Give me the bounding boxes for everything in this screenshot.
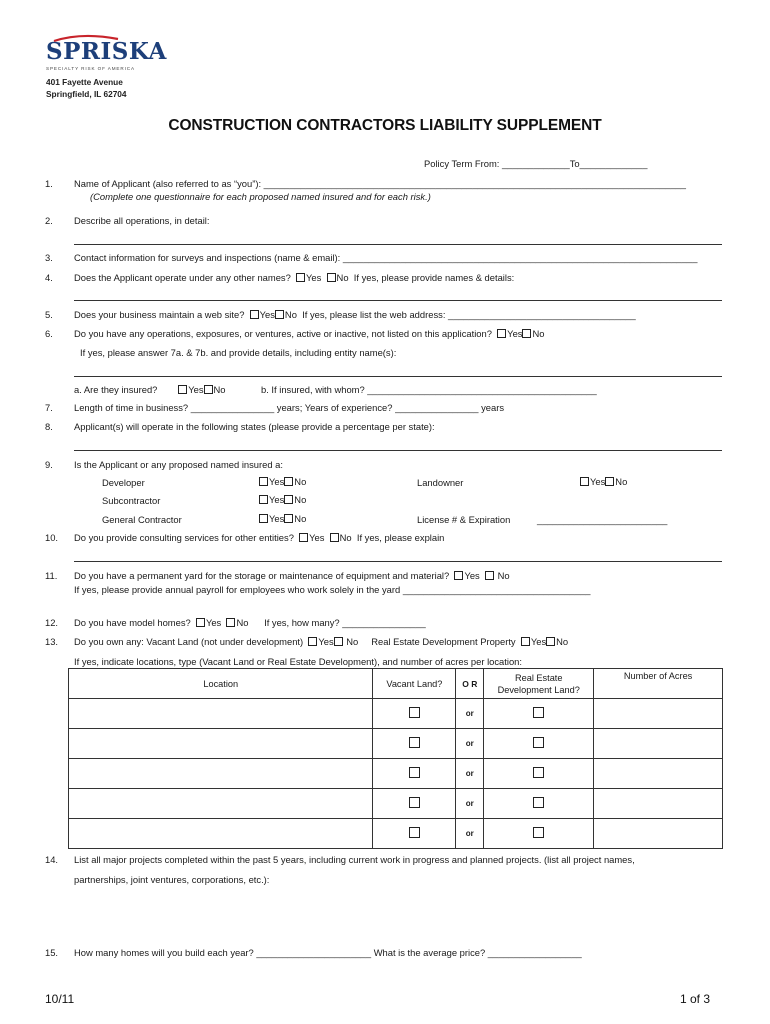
q5-no-checkbox[interactable] <box>275 310 284 319</box>
developer-options <box>259 476 306 488</box>
web-address-field[interactable]: If yes, please list the web address: ____________________________________ <box>302 309 636 320</box>
landowner-no-checkbox[interactable] <box>605 477 614 486</box>
table-row <box>69 789 723 819</box>
red-land-checkbox[interactable] <box>533 827 544 838</box>
yes-label: Yes <box>205 617 222 628</box>
q5-row <box>74 309 636 321</box>
yes-label: Yes <box>269 494 285 505</box>
subcontractor-label: Subcontractor <box>102 495 161 506</box>
policy-term-field[interactable]: Policy Term From: _____________To_____________ <box>424 158 648 169</box>
license-field[interactable]: _________________________ <box>537 514 668 525</box>
yes-label: Yes <box>269 476 285 487</box>
license-label: License # & Expiration <box>417 514 511 525</box>
red-land-checkbox[interactable] <box>533 707 544 718</box>
q13-label: Do you own any: Vacant Land (not under development) <box>74 636 304 647</box>
vacant-land-cell <box>373 819 456 849</box>
vacant-land-yes-checkbox[interactable] <box>308 637 317 646</box>
address-line-1: 401 Fayette Avenue <box>46 77 123 87</box>
q11-no-checkbox[interactable] <box>485 571 494 580</box>
question-number: 4. <box>45 272 53 283</box>
subcontractor-yes-checkbox[interactable] <box>259 495 268 504</box>
acres-cell[interactable] <box>594 819 723 849</box>
red-land-checkbox[interactable] <box>533 737 544 748</box>
question-number: 8. <box>45 421 53 432</box>
q1-note: (Complete one questionnaire for each proposed named insured and for each risk.) <box>90 191 431 202</box>
general-contractor-label: General Contractor <box>102 514 182 525</box>
q11-row <box>74 570 510 582</box>
company-logo: SPRISKA <box>46 38 167 65</box>
q13-row <box>74 636 568 648</box>
red-land-checkbox[interactable] <box>533 767 544 778</box>
footer-page-number: 1 of 3 <box>680 992 711 1006</box>
general-contractor-options <box>259 513 306 525</box>
no-label: No <box>339 532 352 543</box>
acres-cell[interactable] <box>594 729 723 759</box>
yard-payroll-field[interactable]: If yes, please provide annual payroll for employees who work solely in the yard ____________________________________ <box>74 584 591 595</box>
landowner-label: Landowner <box>417 477 464 488</box>
general-contractor-yes-checkbox[interactable] <box>259 514 268 523</box>
address-line-2: Springfield, IL 62704 <box>46 89 127 99</box>
question-number: 10. <box>45 532 59 543</box>
q4-no-checkbox[interactable] <box>327 273 336 282</box>
vacant-land-checkbox[interactable] <box>409 707 420 718</box>
q6-row <box>74 328 544 340</box>
q5-label: Does your business maintain a web site? <box>74 309 245 320</box>
landowner-yes-checkbox[interactable] <box>580 477 589 486</box>
question-number: 1. <box>45 178 53 189</box>
vacant-land-checkbox[interactable] <box>409 737 420 748</box>
q10-no-checkbox[interactable] <box>330 533 339 542</box>
q14-line-1: List all major projects completed within the past 5 years, including current work in progress and planned projects. (list all project names, <box>74 854 635 865</box>
question-number: 9. <box>45 459 53 470</box>
question-number: 3. <box>45 252 53 263</box>
q12-yes-checkbox[interactable] <box>196 618 205 627</box>
yes-label: Yes <box>188 384 204 395</box>
applicant-name-field[interactable]: Name of Applicant (also referred to as “you”): _________________________________________________________________________________ <box>74 178 686 189</box>
question-number: 6. <box>45 328 53 339</box>
acres-cell[interactable] <box>594 789 723 819</box>
logo-tagline: SPECIALTY RISK OF AMERICA <box>46 66 135 71</box>
q4-yes-checkbox[interactable] <box>296 273 305 282</box>
no-label: No <box>236 617 249 628</box>
no-label: No <box>497 570 510 581</box>
acres-cell[interactable] <box>594 699 723 729</box>
no-label: No <box>346 636 359 647</box>
model-homes-count-field[interactable]: If yes, how many? ________________ <box>264 617 426 628</box>
column-header-vacant-land: Vacant Land? <box>373 669 456 699</box>
q2-label: Describe all operations, in detail: <box>74 215 210 226</box>
developer-yes-checkbox[interactable] <box>259 477 268 486</box>
or-cell: or <box>456 759 484 789</box>
no-label: No <box>294 513 307 524</box>
yes-label: Yes <box>464 570 480 581</box>
q11-yes-checkbox[interactable] <box>454 571 463 580</box>
insured-with-whom-field[interactable]: b. If insured, with whom? ____________________________________________ <box>261 384 597 395</box>
location-cell[interactable] <box>69 819 373 849</box>
vacant-land-no-checkbox[interactable] <box>334 637 343 646</box>
location-cell[interactable] <box>69 699 373 729</box>
contact-info-field[interactable]: Contact information for surveys and inspections (name & email): ____________________________________________________________________ <box>74 252 698 263</box>
homes-per-year-field[interactable]: How many homes will you build each year? ______________________ What is the average price? __________________ <box>74 947 582 958</box>
q6-yes-checkbox[interactable] <box>497 329 506 338</box>
table-row <box>69 819 723 849</box>
no-label: No <box>556 636 569 647</box>
q6-no-checkbox[interactable] <box>522 329 531 338</box>
vacant-land-checkbox[interactable] <box>409 827 420 838</box>
q5-yes-checkbox[interactable] <box>250 310 259 319</box>
no-label: No <box>213 384 226 395</box>
q4-row <box>74 272 514 284</box>
vacant-land-cell <box>373 759 456 789</box>
subcontractor-no-checkbox[interactable] <box>284 495 293 504</box>
yes-label: Yes <box>318 636 334 647</box>
question-number: 15. <box>45 947 59 958</box>
yes-label: Yes <box>306 272 322 283</box>
q6a-row <box>74 384 226 396</box>
no-label: No <box>532 328 545 339</box>
q4-label: Does the Applicant operate under any other names? <box>74 272 291 283</box>
acres-cell[interactable] <box>594 759 723 789</box>
q10-yes-checkbox[interactable] <box>299 533 308 542</box>
question-number: 5. <box>45 309 53 320</box>
or-cell: or <box>456 789 484 819</box>
column-header-acres: Number of Acres <box>594 669 723 699</box>
vacant-land-cell <box>373 729 456 759</box>
q10-row <box>74 532 444 544</box>
question-number: 14. <box>45 854 59 865</box>
yes-label: Yes <box>259 309 275 320</box>
q6a-label: a. Are they insured? <box>74 384 158 395</box>
question-number: 13. <box>45 636 59 647</box>
table-row <box>69 759 723 789</box>
q10-followup: If yes, please explain <box>356 532 445 543</box>
vacant-land-checkbox[interactable] <box>409 767 420 778</box>
q4-followup: If yes, please provide names & details: <box>353 272 515 283</box>
yes-label: Yes <box>309 532 325 543</box>
red-property-yes-checkbox[interactable] <box>521 637 530 646</box>
no-label: No <box>294 494 307 505</box>
or-cell: or <box>456 819 484 849</box>
footer-revision: 10/11 <box>45 992 75 1006</box>
vacant-land-cell <box>373 699 456 729</box>
subcontractor-options <box>259 494 306 506</box>
page-title: CONSTRUCTION CONTRACTORS LIABILITY SUPPLEMENT <box>168 117 602 134</box>
q6-label: Do you have any operations, exposures, or ventures, active or inactive, not listed on this application? <box>74 328 492 339</box>
no-label: No <box>294 476 307 487</box>
question-number: 11. <box>45 570 58 581</box>
question-number: 2. <box>45 215 53 226</box>
locations-table <box>68 668 723 849</box>
consulting-explain-line[interactable] <box>74 561 722 562</box>
red-land-cell <box>484 699 594 729</box>
q11-label: Do you have a permanent yard for the storage or maintenance of equipment and material? <box>74 570 450 581</box>
red-land-cell <box>484 819 594 849</box>
q6-followup: If yes, please answer 7a. & 7b. and provide details, including entity name(s): <box>80 347 397 358</box>
q10-label: Do you provide consulting services for other entities? <box>74 532 294 543</box>
q8-label: Applicant(s) will operate in the following states (please provide a percentage per state): <box>74 421 435 432</box>
table-row <box>69 699 723 729</box>
red-property-label: Real Estate Development Property <box>371 636 516 647</box>
general-contractor-no-checkbox[interactable] <box>284 514 293 523</box>
q14-line-2: partnerships, joint ventures, corporations, etc.): <box>74 874 270 885</box>
vacant-land-cell <box>373 789 456 819</box>
q12-label: Do you have model homes? <box>74 617 191 628</box>
operations-description-line[interactable] <box>74 244 722 245</box>
red-land-cell <box>484 729 594 759</box>
q9-label: Is the Applicant or any proposed named insured a: <box>74 459 283 470</box>
states-line[interactable] <box>74 450 722 451</box>
yes-label: Yes <box>507 328 523 339</box>
other-names-line[interactable] <box>74 300 722 301</box>
no-label: No <box>336 272 349 283</box>
landowner-options <box>580 476 627 488</box>
or-cell: or <box>456 699 484 729</box>
red-header-line-2: Development Land? <box>497 684 580 695</box>
table-header-row <box>69 669 723 699</box>
developer-no-checkbox[interactable] <box>284 477 293 486</box>
red-land-checkbox[interactable] <box>533 797 544 808</box>
vacant-land-checkbox[interactable] <box>409 797 420 808</box>
time-in-business-field[interactable]: Length of time in business? ________________ years; Years of experience? ________________ years <box>74 402 505 413</box>
q12-no-checkbox[interactable] <box>226 618 235 627</box>
q13-followup: If yes, indicate locations, type (Vacant Land or Real Estate Development), and number of acres per location: <box>74 656 522 667</box>
no-label: No <box>615 476 628 487</box>
red-property-no-checkbox[interactable] <box>546 637 555 646</box>
question-number: 12. <box>45 617 59 628</box>
yes-label: Yes <box>269 513 285 524</box>
location-cell[interactable] <box>69 759 373 789</box>
or-cell: or <box>456 729 484 759</box>
yes-label: Yes <box>590 476 606 487</box>
q6a-no-checkbox[interactable] <box>204 385 213 394</box>
q12-row <box>74 617 426 629</box>
question-number: 7. <box>45 402 53 413</box>
no-label: No <box>284 309 297 320</box>
q6a-yes-checkbox[interactable] <box>178 385 187 394</box>
other-operations-line[interactable] <box>74 376 722 377</box>
red-land-cell <box>484 789 594 819</box>
location-cell[interactable] <box>69 729 373 759</box>
column-header-location: Location <box>69 669 373 699</box>
column-header-red-land <box>484 669 594 699</box>
developer-label: Developer <box>102 477 145 488</box>
yes-label: Yes <box>530 636 547 647</box>
red-land-cell <box>484 759 594 789</box>
location-cell[interactable] <box>69 789 373 819</box>
red-header-line-1: Real Estate <box>514 672 563 683</box>
table-row <box>69 729 723 759</box>
column-header-or: O R <box>456 669 484 699</box>
